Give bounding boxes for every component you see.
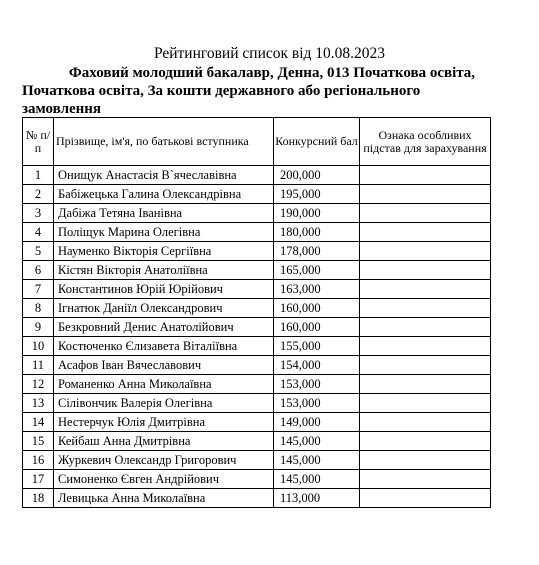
program-description-line2: Початкова освіта, За кошти державного або регіонального: [22, 83, 421, 99]
special-grounds: [360, 166, 491, 185]
table-row: [23, 242, 491, 261]
competitive-score: 165,000: [274, 261, 360, 280]
page-title: Рейтинговий список від 10.08.2023: [153, 45, 386, 62]
table-row: [23, 318, 491, 337]
applicant-name: Сілівончик Валерія Олегівна: [54, 394, 274, 413]
competitive-score: 163,000: [274, 280, 360, 299]
applicant-name: Кейбаш Анна Дмитрівна: [54, 432, 274, 451]
competitive-score: 160,000: [274, 299, 360, 318]
special-grounds: [360, 318, 491, 337]
row-number: 9: [23, 318, 54, 337]
ranking-table: [22, 117, 491, 508]
table-row: [23, 204, 491, 223]
applicant-name: Нестерчук Юлія Дмитрівна: [54, 413, 274, 432]
row-number: 7: [23, 280, 54, 299]
table-header-row: [23, 118, 491, 166]
competitive-score: 195,000: [274, 185, 360, 204]
competitive-score: 155,000: [274, 337, 360, 356]
table-row: [23, 337, 491, 356]
row-number: 2: [23, 185, 54, 204]
special-grounds: [360, 413, 491, 432]
table-row: [23, 489, 491, 508]
applicant-name: Ігнатюк Даніїл Олександрович: [54, 299, 274, 318]
special-grounds: [360, 394, 491, 413]
special-grounds: [360, 356, 491, 375]
special-grounds: [360, 299, 491, 318]
applicant-name: Кістян Вікторія Анатоліївна: [54, 261, 274, 280]
row-number: 15: [23, 432, 54, 451]
row-number: 1: [23, 166, 54, 185]
competitive-score: 113,000: [274, 489, 360, 508]
table-row: [23, 223, 491, 242]
table-row: [23, 394, 491, 413]
applicant-name: Безкровний Денис Анатолійович: [54, 318, 274, 337]
applicant-name: Поліщук Марина Олегівна: [54, 223, 274, 242]
applicant-name: Левицька Анна Миколаївна: [54, 489, 274, 508]
table-row: [23, 261, 491, 280]
column-header-note: Ознака особливих підстав для зарахування: [360, 118, 491, 166]
table-row: [23, 280, 491, 299]
special-grounds: [360, 375, 491, 394]
program-description: [22, 64, 522, 118]
table-row: [23, 451, 491, 470]
row-number: 13: [23, 394, 54, 413]
competitive-score: 153,000: [274, 394, 360, 413]
applicant-name: Костюченко Єлизавета Віталіївна: [54, 337, 274, 356]
applicant-name: Константинов Юрій Юрійович: [54, 280, 274, 299]
column-header-name: Прізвище, ім'я, по батькові вступника: [54, 118, 274, 166]
competitive-score: 145,000: [274, 451, 360, 470]
special-grounds: [360, 185, 491, 204]
row-number: 10: [23, 337, 54, 356]
special-grounds: [360, 451, 491, 470]
table-body: [23, 166, 491, 508]
special-grounds: [360, 337, 491, 356]
special-grounds: [360, 470, 491, 489]
row-number: 6: [23, 261, 54, 280]
row-number: 14: [23, 413, 54, 432]
program-description-line3: замовлення: [22, 101, 102, 117]
applicant-name: Журкевич Олександр Григорович: [54, 451, 274, 470]
column-header-score: Конкурсний бал: [274, 118, 360, 166]
table-row: [23, 432, 491, 451]
applicant-name: Науменко Вікторія Сергіївна: [54, 242, 274, 261]
special-grounds: [360, 261, 491, 280]
table-row: [23, 166, 491, 185]
competitive-score: 145,000: [274, 470, 360, 489]
row-number: 11: [23, 356, 54, 375]
special-grounds: [360, 280, 491, 299]
competitive-score: 145,000: [274, 432, 360, 451]
competitive-score: 180,000: [274, 223, 360, 242]
competitive-score: 190,000: [274, 204, 360, 223]
row-number: 18: [23, 489, 54, 508]
table-row: [23, 375, 491, 394]
table-row: [23, 470, 491, 489]
competitive-score: 160,000: [274, 318, 360, 337]
table-row: [23, 299, 491, 318]
competitive-score: 154,000: [274, 356, 360, 375]
special-grounds: [360, 432, 491, 451]
table-row: [23, 356, 491, 375]
special-grounds: [360, 242, 491, 261]
applicant-name: Дабіжа Тетяна Іванівна: [54, 204, 274, 223]
competitive-score: 200,000: [274, 166, 360, 185]
competitive-score: 178,000: [274, 242, 360, 261]
applicant-name: Бабіжецька Галина Олександрівна: [54, 185, 274, 204]
competitive-score: 153,000: [274, 375, 360, 394]
table-row: [23, 185, 491, 204]
competitive-score: 149,000: [274, 413, 360, 432]
special-grounds: [360, 223, 491, 242]
applicant-name: Онищук Анастасія В`ячеславівна: [54, 166, 274, 185]
applicant-name: Асафов Іван Вячеславович: [54, 356, 274, 375]
special-grounds: [360, 489, 491, 508]
program-description-line1: Фаховий молодший бакалавр, Денна, 013 Початкова освіта,: [68, 65, 476, 81]
applicant-name: Романенко Анна Миколаївна: [54, 375, 274, 394]
table-row: [23, 413, 491, 432]
column-header-num: № п/п: [23, 118, 54, 166]
row-number: 16: [23, 451, 54, 470]
row-number: 8: [23, 299, 54, 318]
row-number: 17: [23, 470, 54, 489]
row-number: 12: [23, 375, 54, 394]
row-number: 4: [23, 223, 54, 242]
row-number: 3: [23, 204, 54, 223]
row-number: 5: [23, 242, 54, 261]
special-grounds: [360, 204, 491, 223]
applicant-name: Симоненко Євген Андрійович: [54, 470, 274, 489]
